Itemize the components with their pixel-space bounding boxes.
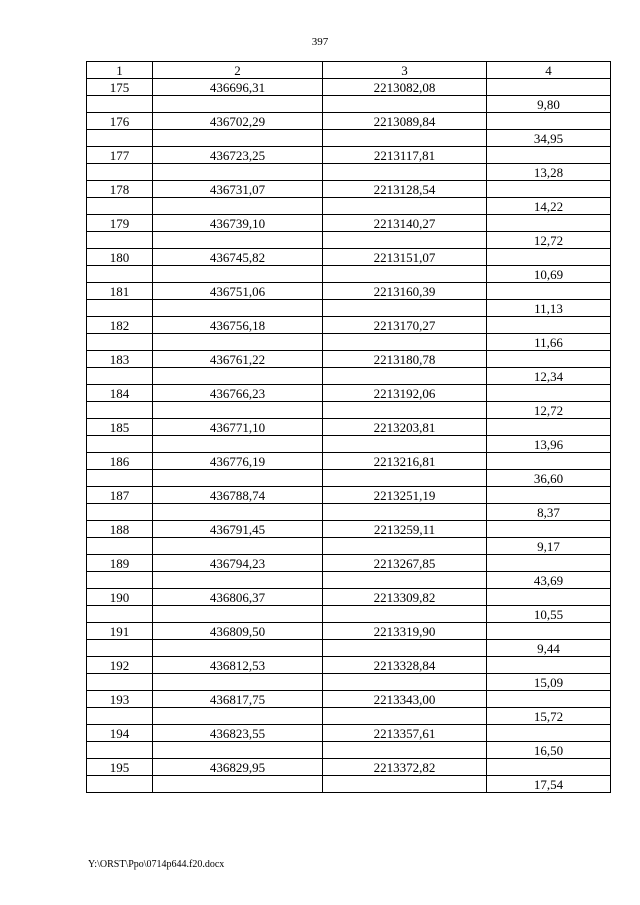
empty-cell: [323, 572, 487, 589]
empty-cell: [487, 725, 611, 742]
y-coordinate-cell: 2213319,90: [323, 623, 487, 640]
table-row: [87, 419, 611, 436]
x-coordinate-cell: 436731,07: [153, 181, 323, 198]
table-row: [87, 96, 611, 113]
x-coordinate-cell: 436696,31: [153, 79, 323, 96]
header-cell-1: 1: [87, 62, 153, 79]
empty-cell: [323, 606, 487, 623]
distance-cell: 9,44: [487, 640, 611, 657]
empty-cell: [87, 640, 153, 657]
point-number-cell: 195: [87, 759, 153, 776]
point-number-cell: 193: [87, 691, 153, 708]
x-coordinate-cell: 436723,25: [153, 147, 323, 164]
x-coordinate-cell: 436739,10: [153, 215, 323, 232]
empty-cell: [487, 521, 611, 538]
table-row: [87, 606, 611, 623]
table-row: [87, 504, 611, 521]
empty-cell: [153, 436, 323, 453]
table-row: [87, 436, 611, 453]
x-coordinate-cell: 436812,53: [153, 657, 323, 674]
y-coordinate-cell: 2213216,81: [323, 453, 487, 470]
point-number-cell: 177: [87, 147, 153, 164]
x-coordinate-cell: 436817,75: [153, 691, 323, 708]
empty-cell: [87, 504, 153, 521]
empty-cell: [487, 113, 611, 130]
empty-cell: [87, 402, 153, 419]
y-coordinate-cell: 2213343,00: [323, 691, 487, 708]
table-header-row: [87, 62, 611, 79]
empty-cell: [153, 470, 323, 487]
empty-cell: [87, 538, 153, 555]
point-number-cell: 189: [87, 555, 153, 572]
header-cell-4: 4: [487, 62, 611, 79]
empty-cell: [487, 351, 611, 368]
empty-cell: [87, 674, 153, 691]
y-coordinate-cell: 2213372,82: [323, 759, 487, 776]
x-coordinate-cell: 436766,23: [153, 385, 323, 402]
table-row: [87, 470, 611, 487]
empty-cell: [87, 470, 153, 487]
empty-cell: [153, 164, 323, 181]
table-row: [87, 147, 611, 164]
table-row: [87, 130, 611, 147]
empty-cell: [87, 198, 153, 215]
table-row: [87, 521, 611, 538]
table-row: [87, 674, 611, 691]
point-number-cell: 191: [87, 623, 153, 640]
empty-cell: [87, 572, 153, 589]
empty-cell: [487, 385, 611, 402]
empty-cell: [153, 266, 323, 283]
empty-cell: [323, 538, 487, 555]
empty-cell: [323, 130, 487, 147]
empty-cell: [323, 742, 487, 759]
x-coordinate-cell: 436809,50: [153, 623, 323, 640]
empty-cell: [153, 776, 323, 793]
table-row: [87, 215, 611, 232]
distance-cell: 12,72: [487, 402, 611, 419]
empty-cell: [153, 198, 323, 215]
empty-cell: [87, 742, 153, 759]
empty-cell: [487, 691, 611, 708]
table-row: [87, 725, 611, 742]
point-number-cell: 187: [87, 487, 153, 504]
empty-cell: [323, 640, 487, 657]
empty-cell: [153, 572, 323, 589]
empty-cell: [87, 300, 153, 317]
distance-cell: 13,28: [487, 164, 611, 181]
x-coordinate-cell: 436788,74: [153, 487, 323, 504]
empty-cell: [87, 130, 153, 147]
empty-cell: [323, 504, 487, 521]
point-number-cell: 182: [87, 317, 153, 334]
empty-cell: [487, 555, 611, 572]
distance-cell: 11,13: [487, 300, 611, 317]
empty-cell: [87, 776, 153, 793]
y-coordinate-cell: 2213170,27: [323, 317, 487, 334]
point-number-cell: 175: [87, 79, 153, 96]
point-number-cell: 184: [87, 385, 153, 402]
table-row: [87, 589, 611, 606]
distance-cell: 36,60: [487, 470, 611, 487]
empty-cell: [153, 640, 323, 657]
empty-cell: [153, 368, 323, 385]
empty-cell: [87, 96, 153, 113]
empty-cell: [487, 487, 611, 504]
table-row: [87, 708, 611, 725]
table-row: [87, 487, 611, 504]
empty-cell: [323, 470, 487, 487]
distance-cell: 9,17: [487, 538, 611, 555]
x-coordinate-cell: 436745,82: [153, 249, 323, 266]
y-coordinate-cell: 2213259,11: [323, 521, 487, 538]
table-row: [87, 351, 611, 368]
empty-cell: [87, 164, 153, 181]
y-coordinate-cell: 2213328,84: [323, 657, 487, 674]
footer-file-path: Y:\ORST\Ppo\0714p644.f20.docx: [88, 859, 225, 870]
table-row: [87, 266, 611, 283]
empty-cell: [487, 657, 611, 674]
empty-cell: [487, 147, 611, 164]
header-cell-3: 3: [323, 62, 487, 79]
empty-cell: [87, 232, 153, 249]
empty-cell: [153, 674, 323, 691]
y-coordinate-cell: 2213357,61: [323, 725, 487, 742]
empty-cell: [153, 708, 323, 725]
table-row: [87, 453, 611, 470]
x-coordinate-cell: 436794,23: [153, 555, 323, 572]
distance-cell: 11,66: [487, 334, 611, 351]
distance-cell: 34,95: [487, 130, 611, 147]
table-row: [87, 317, 611, 334]
table-row: [87, 164, 611, 181]
point-number-cell: 181: [87, 283, 153, 300]
table-row: [87, 300, 611, 317]
empty-cell: [323, 776, 487, 793]
empty-cell: [153, 96, 323, 113]
x-coordinate-cell: 436791,45: [153, 521, 323, 538]
empty-cell: [487, 283, 611, 300]
page-number: 397: [311, 36, 329, 48]
y-coordinate-cell: 2213267,85: [323, 555, 487, 572]
empty-cell: [87, 266, 153, 283]
point-number-cell: 179: [87, 215, 153, 232]
distance-cell: 12,72: [487, 232, 611, 249]
table-row: [87, 402, 611, 419]
empty-cell: [323, 708, 487, 725]
empty-cell: [323, 402, 487, 419]
y-coordinate-cell: 2213192,06: [323, 385, 487, 402]
distance-cell: 15,72: [487, 708, 611, 725]
point-number-cell: 186: [87, 453, 153, 470]
empty-cell: [87, 334, 153, 351]
empty-cell: [87, 436, 153, 453]
distance-cell: 43,69: [487, 572, 611, 589]
distance-cell: 16,50: [487, 742, 611, 759]
empty-cell: [487, 623, 611, 640]
table-row: [87, 623, 611, 640]
empty-cell: [153, 606, 323, 623]
empty-cell: [487, 181, 611, 198]
empty-cell: [323, 266, 487, 283]
y-coordinate-cell: 2213160,39: [323, 283, 487, 300]
table-row: [87, 181, 611, 198]
coordinates-table: [86, 61, 611, 793]
empty-cell: [323, 232, 487, 249]
empty-cell: [153, 334, 323, 351]
table-row: [87, 198, 611, 215]
point-number-cell: 183: [87, 351, 153, 368]
table-row: [87, 249, 611, 266]
empty-cell: [323, 674, 487, 691]
empty-cell: [153, 742, 323, 759]
empty-cell: [487, 249, 611, 266]
table-row: [87, 538, 611, 555]
table-row: [87, 640, 611, 657]
empty-cell: [323, 164, 487, 181]
x-coordinate-cell: 436702,29: [153, 113, 323, 130]
empty-cell: [323, 198, 487, 215]
distance-cell: 12,34: [487, 368, 611, 385]
empty-cell: [153, 232, 323, 249]
table-row: [87, 283, 611, 300]
table-row: [87, 555, 611, 572]
distance-cell: 17,54: [487, 776, 611, 793]
x-coordinate-cell: 436806,37: [153, 589, 323, 606]
distance-cell: 8,37: [487, 504, 611, 521]
x-coordinate-cell: 436761,22: [153, 351, 323, 368]
empty-cell: [153, 402, 323, 419]
y-coordinate-cell: 2213082,08: [323, 79, 487, 96]
point-number-cell: 185: [87, 419, 153, 436]
point-number-cell: 192: [87, 657, 153, 674]
point-number-cell: 178: [87, 181, 153, 198]
point-number-cell: 194: [87, 725, 153, 742]
table-row: [87, 776, 611, 793]
empty-cell: [87, 606, 153, 623]
table-row: [87, 572, 611, 589]
table-row: [87, 657, 611, 674]
x-coordinate-cell: 436771,10: [153, 419, 323, 436]
empty-cell: [487, 589, 611, 606]
point-number-cell: 188: [87, 521, 153, 538]
table-row: [87, 368, 611, 385]
empty-cell: [323, 368, 487, 385]
empty-cell: [487, 79, 611, 96]
x-coordinate-cell: 436823,55: [153, 725, 323, 742]
empty-cell: [153, 130, 323, 147]
table-row: [87, 79, 611, 96]
y-coordinate-cell: 2213089,84: [323, 113, 487, 130]
empty-cell: [323, 436, 487, 453]
y-coordinate-cell: 2213117,81: [323, 147, 487, 164]
distance-cell: 10,55: [487, 606, 611, 623]
y-coordinate-cell: 2213251,19: [323, 487, 487, 504]
point-number-cell: 176: [87, 113, 153, 130]
table-row: [87, 385, 611, 402]
x-coordinate-cell: 436829,95: [153, 759, 323, 776]
empty-cell: [323, 334, 487, 351]
empty-cell: [87, 708, 153, 725]
empty-cell: [153, 538, 323, 555]
y-coordinate-cell: 2213151,07: [323, 249, 487, 266]
y-coordinate-cell: 2213128,54: [323, 181, 487, 198]
empty-cell: [87, 368, 153, 385]
header-cell-2: 2: [153, 62, 323, 79]
empty-cell: [323, 96, 487, 113]
distance-cell: 14,22: [487, 198, 611, 215]
empty-cell: [487, 317, 611, 334]
table-row: [87, 691, 611, 708]
y-coordinate-cell: 2213140,27: [323, 215, 487, 232]
distance-cell: 10,69: [487, 266, 611, 283]
table-row: [87, 742, 611, 759]
x-coordinate-cell: 436776,19: [153, 453, 323, 470]
point-number-cell: 180: [87, 249, 153, 266]
x-coordinate-cell: 436751,06: [153, 283, 323, 300]
table-row: [87, 759, 611, 776]
x-coordinate-cell: 436756,18: [153, 317, 323, 334]
distance-cell: 9,80: [487, 96, 611, 113]
empty-cell: [153, 504, 323, 521]
table-row: [87, 232, 611, 249]
y-coordinate-cell: 2213203,81: [323, 419, 487, 436]
empty-cell: [487, 215, 611, 232]
distance-cell: 15,09: [487, 674, 611, 691]
empty-cell: [487, 453, 611, 470]
distance-cell: 13,96: [487, 436, 611, 453]
empty-cell: [487, 419, 611, 436]
y-coordinate-cell: 2213180,78: [323, 351, 487, 368]
empty-cell: [323, 300, 487, 317]
table-row: [87, 334, 611, 351]
point-number-cell: 190: [87, 589, 153, 606]
empty-cell: [153, 300, 323, 317]
empty-cell: [487, 759, 611, 776]
y-coordinate-cell: 2213309,82: [323, 589, 487, 606]
table-row: [87, 113, 611, 130]
